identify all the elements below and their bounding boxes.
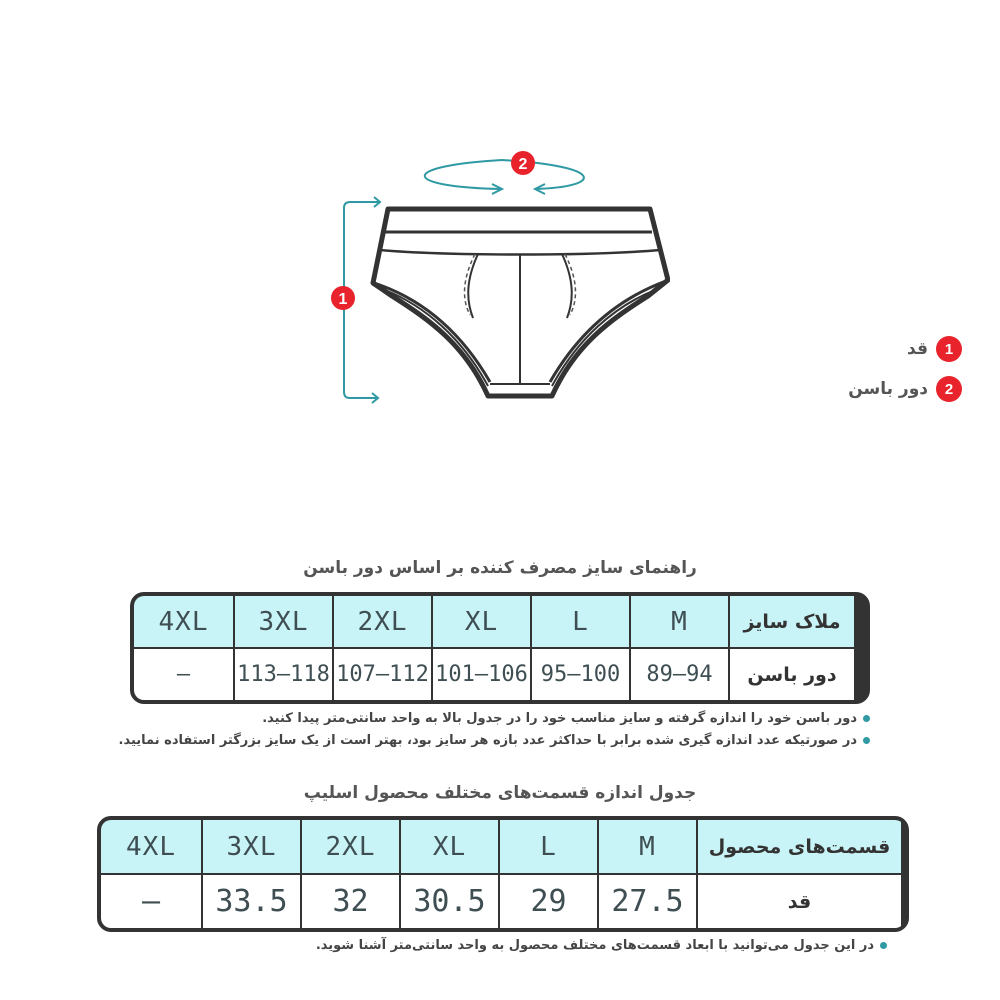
t2-value-l: 29 [530,884,567,919]
t1-value-2xl: 107–112 [336,662,429,687]
t2-value-4xl: – [141,884,161,919]
legend-item-height [907,336,962,362]
t1-value-4xl: – [176,662,191,687]
t1-row-header: ملاک سایز [743,610,841,633]
t2-size-m: M [639,831,656,862]
t1-size-4xl: 4XL [158,606,209,637]
t1-value-l: 95–100 [540,662,621,687]
t1-row-label: دور باسن [747,663,837,686]
note-2-text: در صورتیکه عدد اندازه گیری شده برابر با حداکثر عدد بازه هر سایز بود، بهتر است از یک سایز بزرگتر استفاده نمایید. [118,733,857,748]
waist-measure-ellipse [425,160,584,194]
bullet-icon [863,715,870,722]
t2-size-xl: XL [432,831,467,862]
marker-1-label: 1 [338,291,348,308]
marker-2-badge [511,151,535,175]
t1-size-3xl: 3XL [258,606,309,637]
t2-size-2xl: 2XL [325,831,376,862]
t1-size-m: M [671,606,688,637]
brief-illustration [330,140,670,415]
t2-row-label: قد [787,890,812,913]
table1-title: راهنمای سایز مصرف کننده بر اساس دور باسن [303,558,697,578]
legend-badge-1: 1 [936,336,962,362]
t2-value-3xl: 33.5 [215,884,288,919]
bullet-icon [863,737,870,744]
note-2 [119,733,870,748]
legend-label-height: قد [907,339,928,359]
note-3-text: در این جدول می‌توانید با ابعاد قسمت‌های مختلف محصول به واحد سانتی‌متر آشنا شوید. [315,938,874,953]
t2-row-header: قسمت‌های محصول [708,835,891,858]
t1-value-3xl: 113–118 [237,662,330,687]
table2-title: جدول اندازه قسمت‌های مختلف محصول اسلیپ [303,783,697,803]
marker-1-badge [331,286,355,310]
t2-size-3xl: 3XL [226,831,277,862]
t2-value-m: 27.5 [611,884,684,919]
t2-value-2xl: 32 [332,884,369,919]
note-1 [262,711,870,726]
legend-label-hip: دور باسن [848,379,928,399]
note-3 [316,938,887,953]
legend-item-hip [848,376,962,402]
bullet-icon [880,942,887,949]
legend-badge-2: 2 [936,376,962,402]
t2-value-xl: 30.5 [413,884,486,919]
note-1-text: دور باسن خود را اندازه گرفته و سایز مناسب خود را در جدول بالا به واحد سانتی‌متر پیدا کنید. [262,711,857,726]
t1-size-2xl: 2XL [357,606,408,637]
t1-size-l: L [572,606,589,637]
t1-value-xl: 101–106 [435,662,528,687]
t2-size-l: L [540,831,557,862]
marker-2-label: 2 [518,156,528,173]
t2-size-4xl: 4XL [126,831,176,862]
t1-size-xl: XL [464,606,499,637]
product-size-table [97,816,909,932]
t1-value-m: 89–94 [646,662,713,687]
hip-size-table [130,592,870,704]
